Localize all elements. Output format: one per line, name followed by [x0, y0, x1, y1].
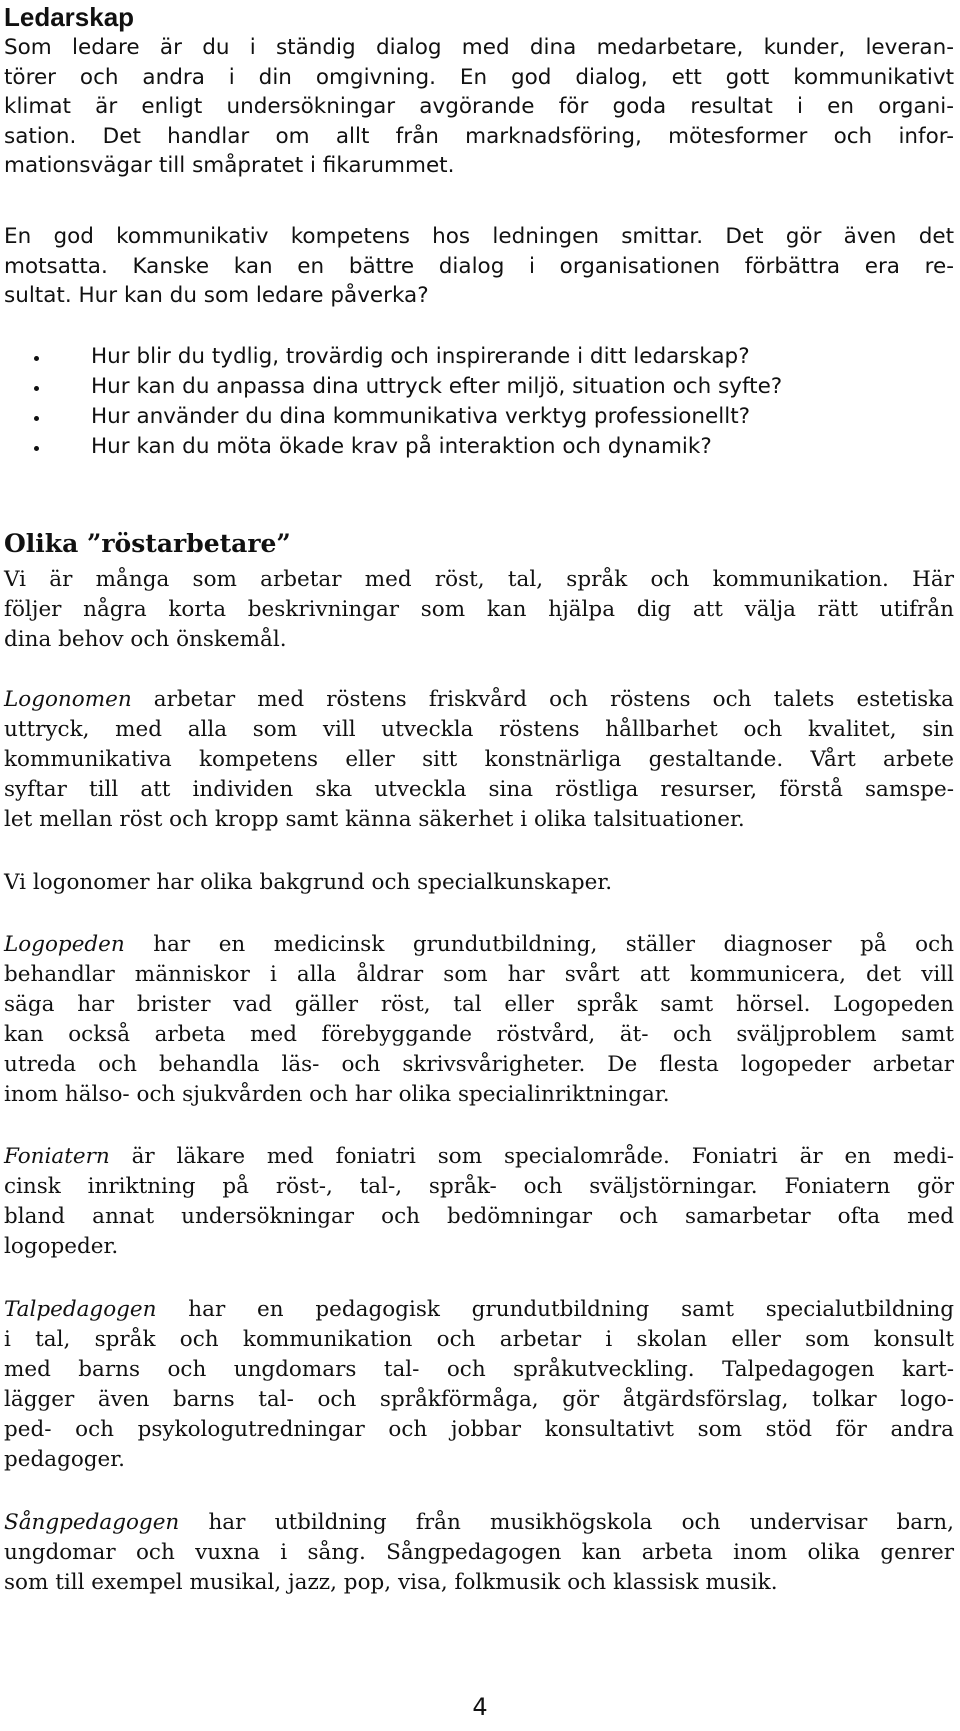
text-line: säga har brister vad gäller röst, tal eller språk samt hörsel. Logopeden	[4, 992, 954, 1017]
term-logopeden: Logopeden	[4, 932, 125, 957]
list-item	[4, 402, 954, 432]
term-foniatern: Foniatern	[4, 1144, 110, 1169]
term-logonomen: Logonomen	[4, 687, 132, 712]
text-line: inom hälso- och sjukvården och har olika specialinriktningar.	[4, 1082, 670, 1107]
text-line: mationsvägar till småpratet i fikarummet.	[4, 153, 455, 178]
text-line: syftar till att individen ska utveckla sina röstliga resurser, förstå samspe-	[4, 777, 954, 802]
paragraph-logonomer-note	[4, 868, 954, 898]
text-line: Som ledare är du i ständig dialog med dina medarbetare, kunder, leveran-	[4, 35, 954, 60]
text-line: utreda och behandla läs- och skrivsvårigheter. De flesta logopeder arbetar	[4, 1052, 954, 1077]
bullet-icon	[34, 386, 39, 391]
text-line: med barns och ungdomars tal- och språkutveckling. Talpedagogen kart-	[4, 1357, 954, 1382]
bullet-icon	[34, 416, 39, 421]
list-item	[4, 342, 954, 372]
list-item-text: Hur kan du anpassa dina uttryck efter miljö, situation och syfte?	[91, 374, 783, 399]
text-line: klimat är enligt undersökningar avgörande för goda resultat i en organi-	[4, 94, 954, 119]
text-line: kan också arbeta med förebyggande röstvård, ät- och sväljproblem samt	[4, 1022, 954, 1047]
term-sangpedagogen: Sångpedagogen	[4, 1510, 180, 1535]
text-line: som till exempel musikal, jazz, pop, visa, folkmusik och klassisk musik.	[4, 1570, 778, 1595]
list-item	[4, 432, 954, 462]
text-segment: är läkare med foniatri som specialområde. Foniatri är en medi-	[109, 1144, 954, 1169]
text-line: ungdomar och vuxna i sång. Sångpedagogen kan arbeta inom olika genrer	[4, 1540, 954, 1565]
list-item	[4, 372, 954, 402]
text-line: sultat. Hur kan du som ledare påverka?	[4, 283, 429, 308]
text-line	[4, 930, 954, 960]
paragraph-rostarbetare-intro	[4, 565, 954, 655]
text-segment: har en medicinsk grundutbildning, ställer diagnoser på och	[124, 932, 954, 957]
text-line: sation. Det handlar om allt från marknadsföring, mötesformer och infor-	[4, 123, 954, 149]
paragraph-ledarskap-intro	[4, 33, 954, 181]
text-line	[4, 1295, 954, 1325]
text-line	[4, 1142, 954, 1172]
text-line: kommunikativa kompetens eller sitt konstnärliga gestaltande. Vårt arbete	[4, 747, 954, 772]
text-line: följer några korta beskrivningar som kan hjälpa dig att välja rätt utifrån	[4, 597, 954, 622]
bullet-icon	[34, 356, 39, 361]
text-line: En god kommunikativ kompetens hos ledningen smittar. Det gör även det	[4, 224, 954, 249]
text-segment: arbetar med röstens friskvård och röstens och talets estetiska	[131, 687, 954, 712]
list-item-text: Hur kan du möta ökade krav på interaktion och dynamik?	[91, 434, 712, 459]
text-line: motsatta. Kanske kan en bättre dialog i organisationen förbättra era re-	[4, 253, 954, 279]
bullet-list-questions	[4, 342, 954, 462]
text-line: ped- och psykologutredningar och jobbar konsultativt som stöd för andra	[4, 1417, 954, 1442]
paragraph-ledarskap-competence	[4, 222, 954, 311]
text-line: uttryck, med alla som vill utveckla röstens hållbarhet och kvalitet, sin	[4, 717, 954, 742]
text-line: Vi är många som arbetar med röst, tal, språk och kommunikation. Här	[4, 567, 954, 592]
text-line: törer och andra i din omgivning. En god dialog, ett gott kommunikativt	[4, 64, 954, 90]
paragraph-talpedagogen	[4, 1295, 954, 1475]
term-talpedagogen: Talpedagogen	[4, 1297, 157, 1322]
paragraph-logopeden	[4, 930, 954, 1110]
text-line	[4, 1508, 954, 1538]
text-line: lägger även barns tal- och språkförmåga, gör åtgärdsförslag, tolkar logo-	[4, 1387, 954, 1412]
text-segment: har en pedagogisk grundutbildning samt specialutbildning	[156, 1297, 954, 1322]
text-line: cinsk inriktning på röst-, tal-, språk- och sväljstörningar. Foniatern gör	[4, 1174, 954, 1199]
text-line: let mellan röst och kropp samt känna säkerhet i olika talsituationer.	[4, 807, 745, 832]
text-line: i tal, språk och kommunikation och arbetar i skolan eller som konsult	[4, 1327, 954, 1352]
section-title-rostarbetare: Olika ”röstarbetare”	[4, 529, 291, 558]
text-line: Vi logonomer har olika bakgrund och specialkunskaper.	[4, 870, 613, 895]
list-item-text: Hur använder du dina kommunikativa verktyg professionellt?	[91, 404, 751, 429]
text-segment: har utbildning från musikhögskola och undervisar barn,	[179, 1510, 954, 1535]
bullet-icon	[34, 446, 39, 451]
paragraph-foniatern	[4, 1142, 954, 1262]
text-line: bland annat undersökningar och bedömningar och samarbetar ofta med	[4, 1204, 954, 1229]
paragraph-logonomen	[4, 685, 954, 835]
text-line	[4, 685, 954, 715]
text-line: behandlar människor i alla åldrar som har svårt att kommunicera, det vill	[4, 962, 954, 987]
text-line: dina behov och önskemål.	[4, 627, 287, 652]
list-item-text: Hur blir du tydlig, trovärdig och inspirerande i ditt ledarskap?	[91, 344, 750, 369]
page-number: 4	[472, 1693, 488, 1721]
text-line: pedagoger.	[4, 1447, 126, 1472]
section-title-ledarskap: Ledarskap	[4, 2, 135, 32]
paragraph-sangpedagogen	[4, 1508, 954, 1598]
text-line: logopeder.	[4, 1234, 119, 1259]
